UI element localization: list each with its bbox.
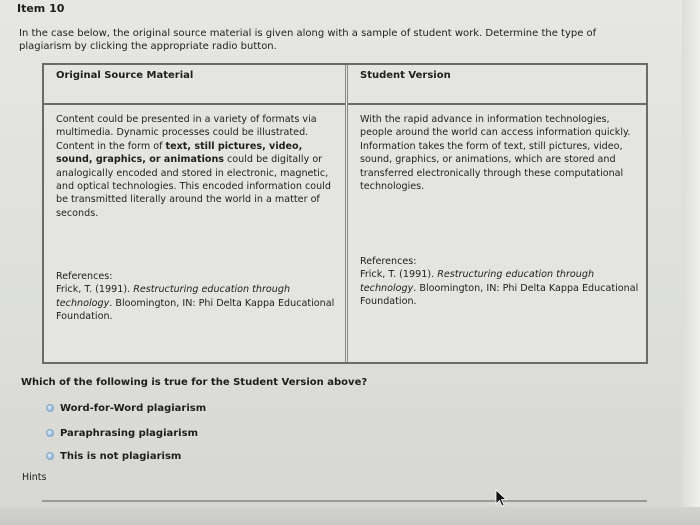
hints-link[interactable]: Hints <box>22 472 47 483</box>
option-label: Paraphrasing plagiarism <box>60 427 198 439</box>
original-source-text: Content could be presented in a variety of formats via multimedia. Dynamic processes could be illustrated. Content in the form of text, still pictures, video, sound, graphics, or animations could be digitally or analogically encoded and stored in electronic, magnetic, and optical technologies. This encoded information could be transmitted literally around the world in a matter of seconds. <box>56 114 331 219</box>
radio-button[interactable] <box>46 452 54 460</box>
option-paraphrasing[interactable] <box>46 426 198 440</box>
mouse-pointer-icon <box>495 489 509 507</box>
student-version-column <box>347 65 646 362</box>
radio-button[interactable] <box>46 429 54 437</box>
original-source-column <box>44 65 346 362</box>
option-label: This is not plagiarism <box>60 450 182 462</box>
item-title: Item 10 <box>17 2 65 15</box>
option-word-for-word[interactable] <box>46 401 206 415</box>
footer-divider <box>42 500 647 502</box>
student-version-references: References: Frick, T. (1991). Restructuring education through technology. Bloomington, IN: Phi Delta Kappa Educational Foundation. <box>360 256 639 308</box>
radio-button[interactable] <box>46 404 54 412</box>
window-edge <box>682 0 700 525</box>
option-label: Word-for-Word plagiarism <box>60 402 207 414</box>
student-version-header: Student Version <box>348 65 646 105</box>
source-comparison-table <box>42 63 648 364</box>
question-text: Which of the following is true for the Student Version above? <box>21 377 368 388</box>
option-not-plagiarism[interactable] <box>46 449 181 463</box>
footer-area <box>0 507 700 525</box>
student-version-text: With the rapid advance in information technologies, people around the world can access information quickly. Information takes the form of text, still pictures, video, sound, graphics, or animations, which are stored and transferred electronically through these computational technologies. <box>360 114 631 193</box>
original-source-references: References: Frick, T. (1991). Restructuring education through technology. Bloomington, IN: Phi Delta Kappa Educational Foundation. <box>56 271 335 323</box>
original-source-header: Original Source Material <box>44 65 345 105</box>
instructions-text: In the case below, the original source material is given along with a sample of student work. Determine the type of plagiarism by clicking the appropriate radio button. <box>19 28 597 52</box>
